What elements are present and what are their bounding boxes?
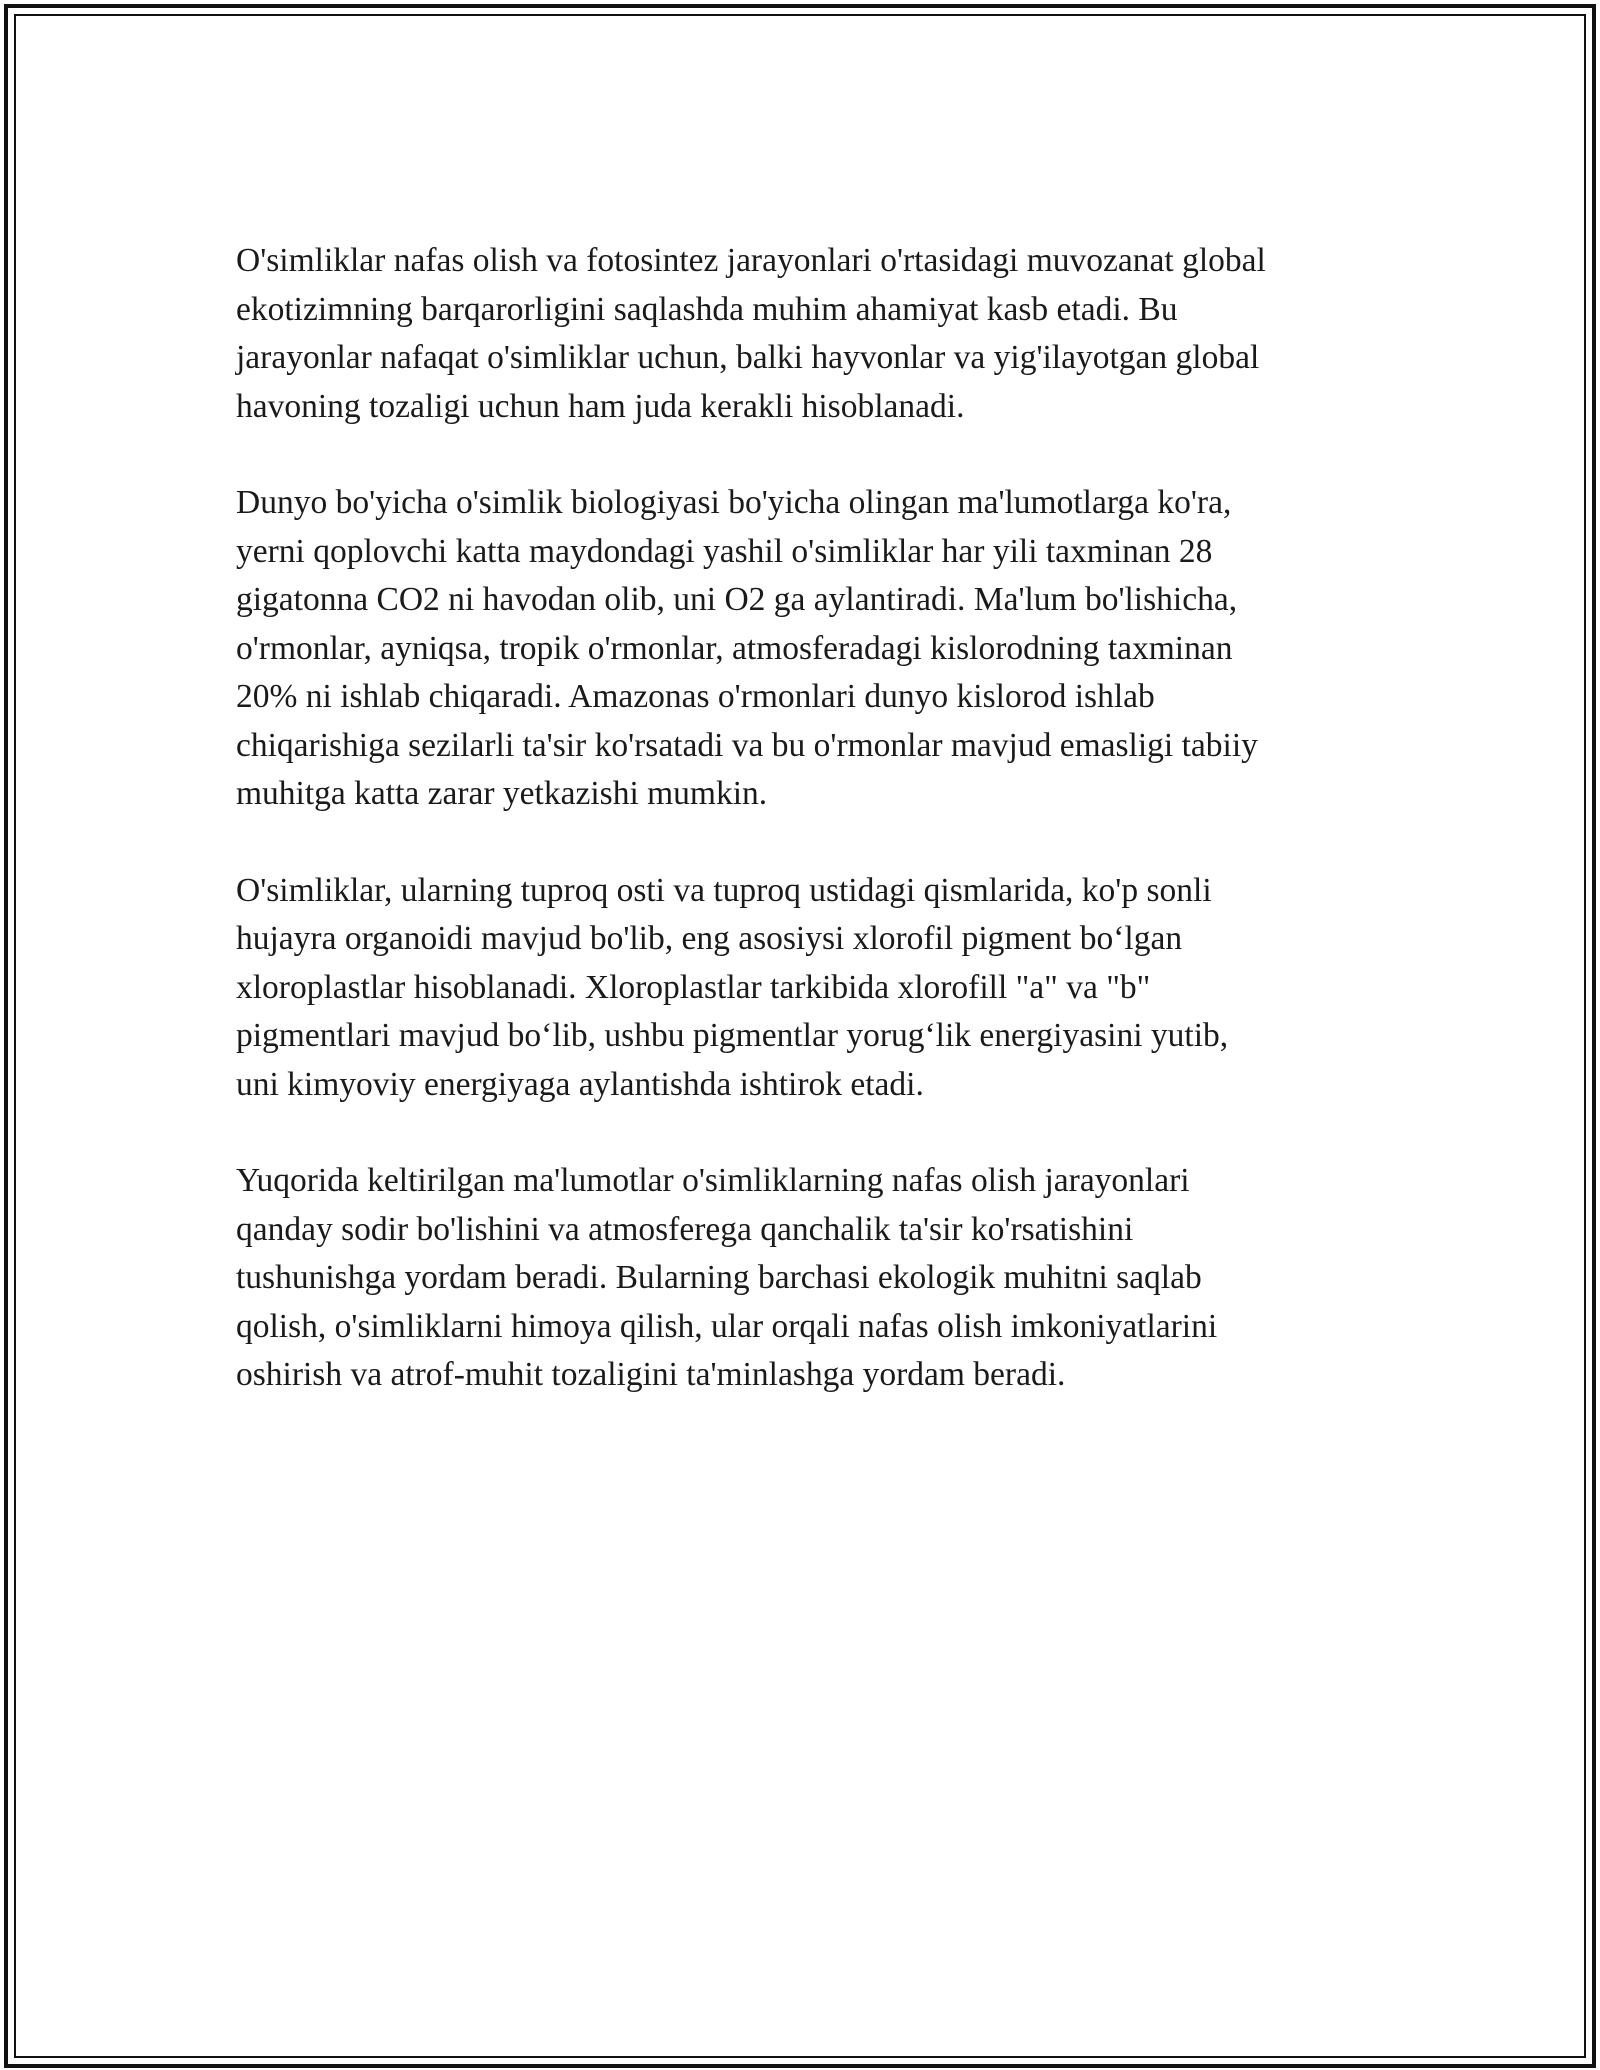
- paragraph-3: O'simliklar, ularning tuproq osti va tuproq ustidagi qismlarida, ko'p sonli hujayra organoidi mavjud bo'lib, eng asosiysi xlorofil pigment bo‘lgan xloroplastlar hisoblanadi. Xloroplastlar tarkibida xlorofill "a" va "b" pigmentlari mavjud bo‘lib, ushbu pigmentlar yorug‘lik energiyasini yutib, uni kimyoviy energiyaga aylantishda ishtirok etadi.: [236, 871, 1229, 1103]
- paragraph-1: O'simliklar nafas olish va fotosintez jarayonlari o'rtasidagi muvozanat global ekotizimning barqarorligini saqlashda muhim ahamiyat kasb etadi. Bu jarayonlar nafaqat o'simliklar uchun, balki hayvonlar va yig'ilayotgan global havoning tozaligi uchun ham juda kerakli hisoblanadi.: [236, 242, 1266, 425]
- paragraph-2: Dunyo bo'yicha o'simlik biologiyasi bo'yicha olingan ma'lumotlarga ko'ra, yerni qoplovchi katta maydondagi yashil o'simliklar har yili taxminan 28 gigatonna CO2 ni havodan olib, uni O2 ga aylantiradi. Ma'lum bo'lishicha, o'rmonlar, ayniqsa, tropik o'rmonlar, atmosferadagi kislorodning taxminan 20% ni ishlab chiqaradi. Amazonas o'rmonlari dunyo kislorod ishlab chiqarishiga sezilarli ta'sir ko'rsatadi va bu o'rmonlar mavjud emasligi tabiiy muhitga katta zarar yetkazishi mumkin.: [236, 484, 1258, 812]
- paragraph-4: Yuqorida keltirilgan ma'lumotlar o'simliklarning nafas olish jarayonlari qanday sodir bo'lishini va atmosferega qanchalik ta'sir ko'rsatishini tushunishga yordam beradi. Bularning barchasi ekologik muhitni saqlab qolish, o'simliklarni himoya qilish, ular orqali nafas olish imkoniyatlarini oshirish va atrof-muhit tozaligini ta'minlashga yordam beradi.: [236, 1162, 1218, 1393]
- document-body: [236, 237, 1386, 1448]
